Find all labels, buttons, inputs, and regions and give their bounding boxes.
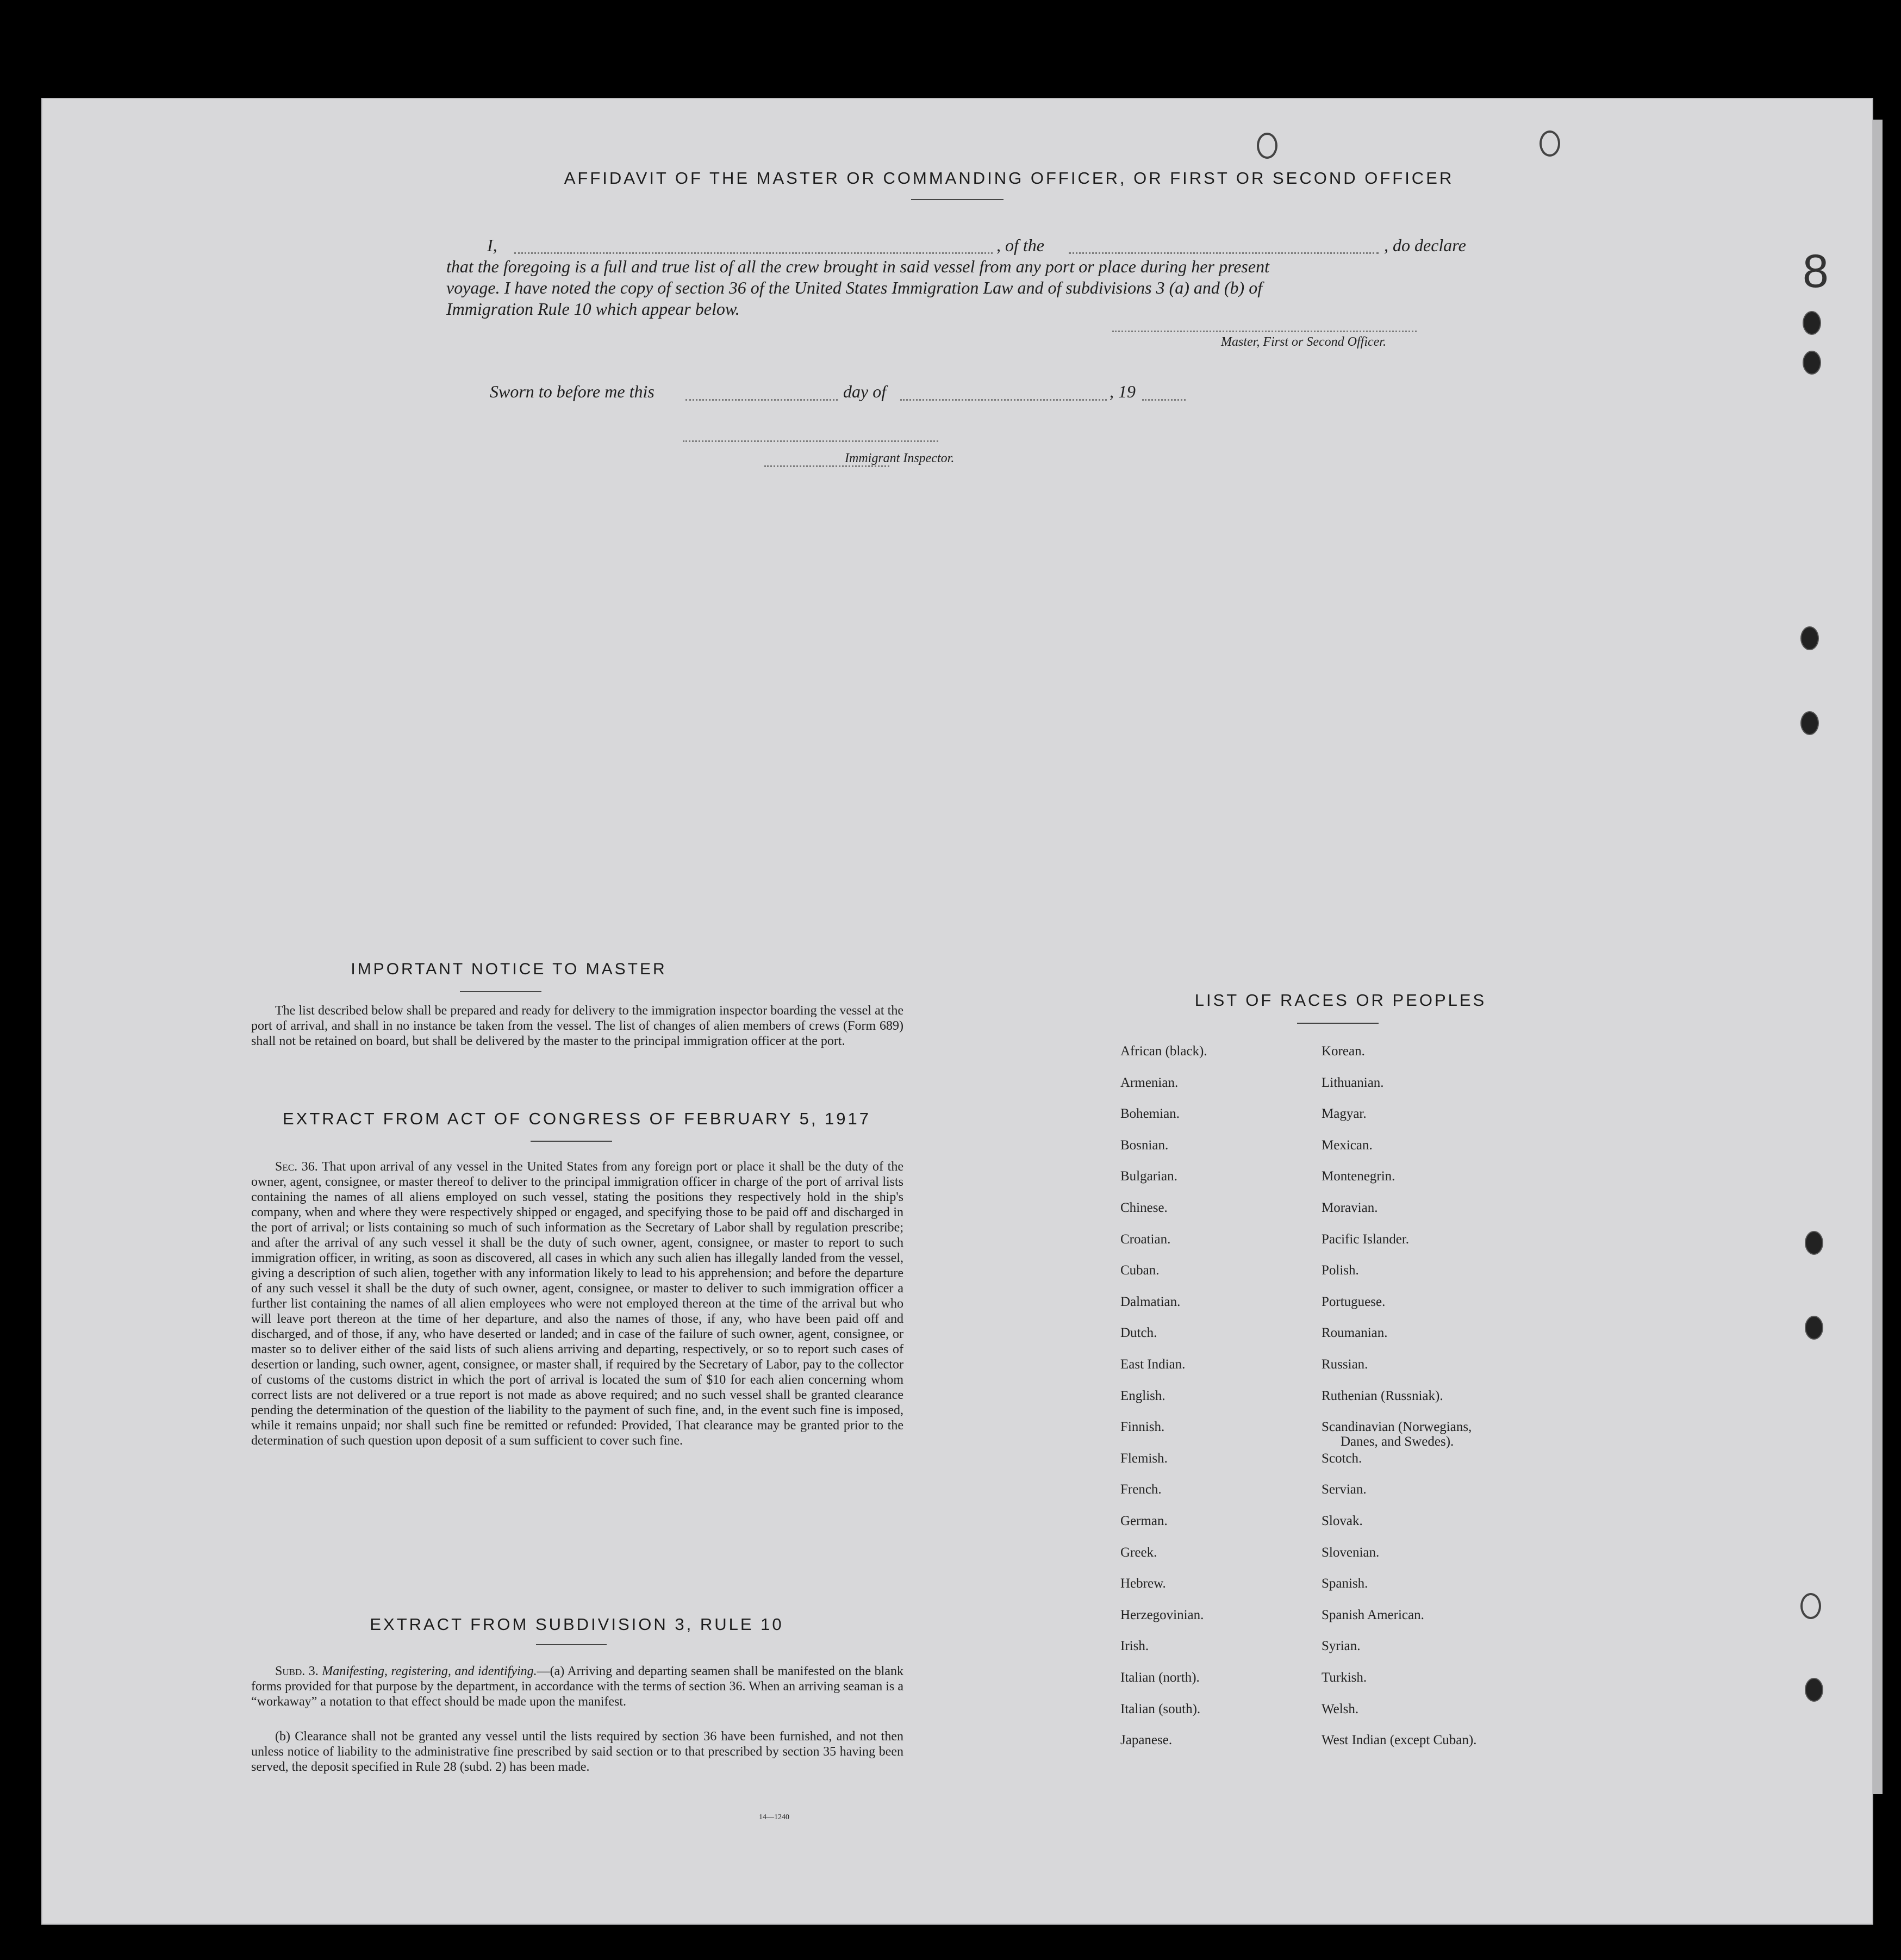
section-36-text: That upon arrival of any vessel in the United States from any foreign port or place it shall be the duty of the owner, agent, consignee, or master thereof to deliver to the principal immigration officer in charge of the port of arrival lists containing the names of all aliens employed on such vessel, stating the positions they respectively hold in the ship's company, when and where they were respectively shipped or engaged, and specifying those to be paid off and discharged in the port of arrival; or lists containing so much of such information as the Secretary of Labor shall by regulation prescribe; and after the arrival of any such vessel it shall be the duty of such owner, agent, consignee, or master to report to such immigration officer, in writing, as soon as discovered, all cases in which any such alien has illegally landed from the vessel, giving a description of such alien, together with any information likely to lead to his apprehension; and before the departure of any such vessel it shall be the duty of such owner, agent, consignee, or master to deliver to such immigration officer a further list containing the names of all alien employees who were not employed thereon at the time of the arrival but who will leave port thereon at the time of her departure, and also the names of those, if any, who have been paid off and discharged, and of those, if any, who have deserted or landed; and in case of the failure of such owner, agent, consignee, or master so to deliver either of the said lists of such aliens arriving and departing, respectively, or so to report such cases of desertion or landing, such owner, agent, consignee, or master shall, if required by the Secretary of Labor, pay to the collector of customs of the customs district in which the port of arrival is located the sum of $10 for each alien concerning whom correct lists are not delivered or a true report is not made as above required; and no such vessel shall be granted clearance pending the determination of the question of the liability to the payment of such fine, and, in the event such fine is imposed, while it remains unpaid; nor shall such fine be remitted or refunded: Provided, That clearance may be granted prior to the determination of such question upon deposit of a sum sufficient to cover such fine. [251, 1160, 903, 1448]
race-item: Flemish. [1120, 1451, 1168, 1466]
race-item: Danes, and Swedes). [1341, 1434, 1454, 1449]
section-label: Sec. 36. [275, 1160, 318, 1174]
race-item: French. [1120, 1482, 1162, 1497]
affidavit-i: I, [487, 235, 497, 255]
inspector-label: Immigrant Inspector. [845, 451, 955, 465]
race-item: Dutch. [1120, 1326, 1157, 1341]
race-item: Moravian. [1322, 1200, 1378, 1215]
form-number: 14—1240 [759, 1813, 789, 1821]
title-divider [911, 199, 1004, 200]
race-item: East Indian. [1120, 1357, 1186, 1372]
race-item: Chinese. [1120, 1200, 1168, 1215]
races-divider [1297, 1023, 1379, 1024]
punch-hole [1803, 311, 1821, 335]
race-item: Pacific Islander. [1322, 1231, 1410, 1247]
act-divider [531, 1141, 612, 1142]
race-item: Magyar. [1322, 1106, 1367, 1122]
race-item: Croatian. [1120, 1231, 1171, 1247]
race-item: Italian (south). [1120, 1701, 1201, 1716]
day-blank [685, 399, 838, 401]
race-item: Herzegovinian. [1120, 1607, 1204, 1622]
race-item: Slovak. [1322, 1514, 1363, 1528]
sworn-prefix: Sworn to before me this [490, 382, 655, 401]
race-item: Welsh. [1322, 1701, 1359, 1716]
punch-hole [1805, 1231, 1823, 1255]
race-item: Mexican. [1322, 1137, 1373, 1153]
notice-title: IMPORTANT NOTICE TO MASTER [351, 960, 667, 978]
subdivision-a [251, 1664, 903, 1709]
race-item: Italian (north). [1120, 1670, 1200, 1685]
affidavit-of-the: , of the [996, 235, 1044, 255]
signature-label: Master, First or Second Officer. [1221, 335, 1386, 349]
race-item: Scandinavian (Norwegians, [1322, 1420, 1472, 1435]
race-item: Ruthenian (Russniak). [1322, 1388, 1443, 1403]
affidavit-line-3: voyage. I have noted the copy of section 36 of the United States Immigration Law and of subdivisions 3 (a) and (b) of [446, 278, 1263, 297]
act-extract-title: EXTRACT FROM ACT OF CONGRESS OF FEBRUARY 5, 1917 [282, 1109, 871, 1128]
punch-hole [1803, 351, 1821, 375]
year-blank [1142, 399, 1186, 401]
punch-hole [1540, 130, 1560, 157]
race-item: Scotch. [1322, 1451, 1362, 1466]
race-item: Lithuanian. [1322, 1075, 1384, 1090]
race-item: Spanish. [1322, 1576, 1368, 1591]
margin-mark: 8 [1803, 245, 1829, 297]
race-item: Dalmatian. [1120, 1294, 1181, 1309]
race-item: English. [1120, 1388, 1165, 1403]
punch-hole [1805, 1316, 1823, 1340]
race-item: Armenian. [1120, 1075, 1179, 1090]
affidavit-do-declare: , do declare [1384, 235, 1466, 255]
race-item: West Indian (except Cuban). [1322, 1733, 1477, 1748]
affidavit-line-4: Immigration Rule 10 which appear below. [446, 299, 740, 319]
rule-divider [536, 1644, 607, 1645]
race-item: African (black). [1120, 1044, 1207, 1059]
notice-text: The list described below shall be prepared and ready for delivery to the immigration inspector boarding the vessel at the port of arrival, and shall in no instance be taken from the vessel. The list of changes of alien members of crews (Form 689) shall not be retained on board, but shall be delivered by the master to the principal immigration officer at the port. [251, 1004, 903, 1048]
subd-a-text: —(a) Arriving and departing seamen shall be manifested on the blank forms provided for that purpose by the department, in accordance with the terms of section 36. When an arriving seaman is a “workaway” a notation to that effect should be made upon the manifest. [251, 1664, 903, 1709]
affidavit-line-2: that the foregoing is a full and true list of all the crew brought in said vessel from any port or place during her present [446, 257, 1269, 276]
punch-hole [1800, 711, 1819, 735]
race-item: Portuguese. [1322, 1294, 1386, 1309]
race-item: Greek. [1120, 1545, 1157, 1560]
race-item: Turkish. [1322, 1670, 1367, 1685]
race-item: Russian. [1322, 1357, 1368, 1372]
month-blank [900, 399, 1107, 401]
race-item: Montenegrin. [1322, 1169, 1395, 1184]
punch-hole [1800, 626, 1819, 650]
race-item: Slovenian. [1322, 1545, 1380, 1560]
sworn-year: , 19 [1110, 382, 1136, 401]
inspector-signature-line [683, 440, 938, 442]
act-extract-text [251, 1159, 903, 1448]
punch-hole [1800, 1593, 1821, 1619]
subd-label: Subd. 3. [275, 1664, 319, 1678]
race-item: Syrian. [1322, 1639, 1361, 1654]
sworn-day-of: day of [843, 382, 887, 401]
races-title: LIST OF RACES OR PEOPLES [1194, 991, 1487, 1010]
race-item: Bulgarian. [1120, 1169, 1177, 1184]
race-item: Polish. [1322, 1263, 1359, 1278]
subdivision-b: (b) Clearance shall not be granted any vessel until the lists required by section 36 have been furnished, and not then unless notice of liability to the administrative fine prescribed by said section or to that prescribed by section 35 having been served, the deposit specified in Rule 28 (subd. 2) has been made. [251, 1729, 903, 1774]
race-item: Roumanian. [1322, 1326, 1388, 1341]
race-item: Bosnian. [1120, 1137, 1169, 1153]
notice-divider [460, 991, 541, 992]
race-item: Irish. [1120, 1639, 1149, 1654]
race-item: Japanese. [1120, 1733, 1173, 1748]
signature-blank [1112, 331, 1417, 332]
race-item: German. [1120, 1514, 1168, 1528]
punch-hole [1805, 1678, 1823, 1702]
subd-heading: Manifesting, registering, and identifying. [322, 1664, 537, 1678]
name-blank [514, 252, 993, 254]
race-item: Cuban. [1120, 1263, 1160, 1278]
rule-extract-title: EXTRACT FROM SUBDIVISION 3, RULE 10 [370, 1615, 784, 1634]
race-item: Korean. [1322, 1044, 1365, 1059]
punch-hole [1257, 133, 1277, 159]
race-item: Spanish American. [1322, 1607, 1424, 1622]
race-item: Bohemian. [1120, 1106, 1180, 1122]
form-page [41, 98, 1873, 1925]
affidavit-title: AFFIDAVIT OF THE MASTER OR COMMANDING OFFICER, OR FIRST OR SECOND OFFICER [564, 169, 1454, 188]
race-item: Hebrew. [1120, 1576, 1166, 1591]
race-item: Servian. [1322, 1482, 1367, 1497]
race-item: Finnish. [1120, 1420, 1165, 1435]
vessel-blank [1069, 252, 1379, 254]
